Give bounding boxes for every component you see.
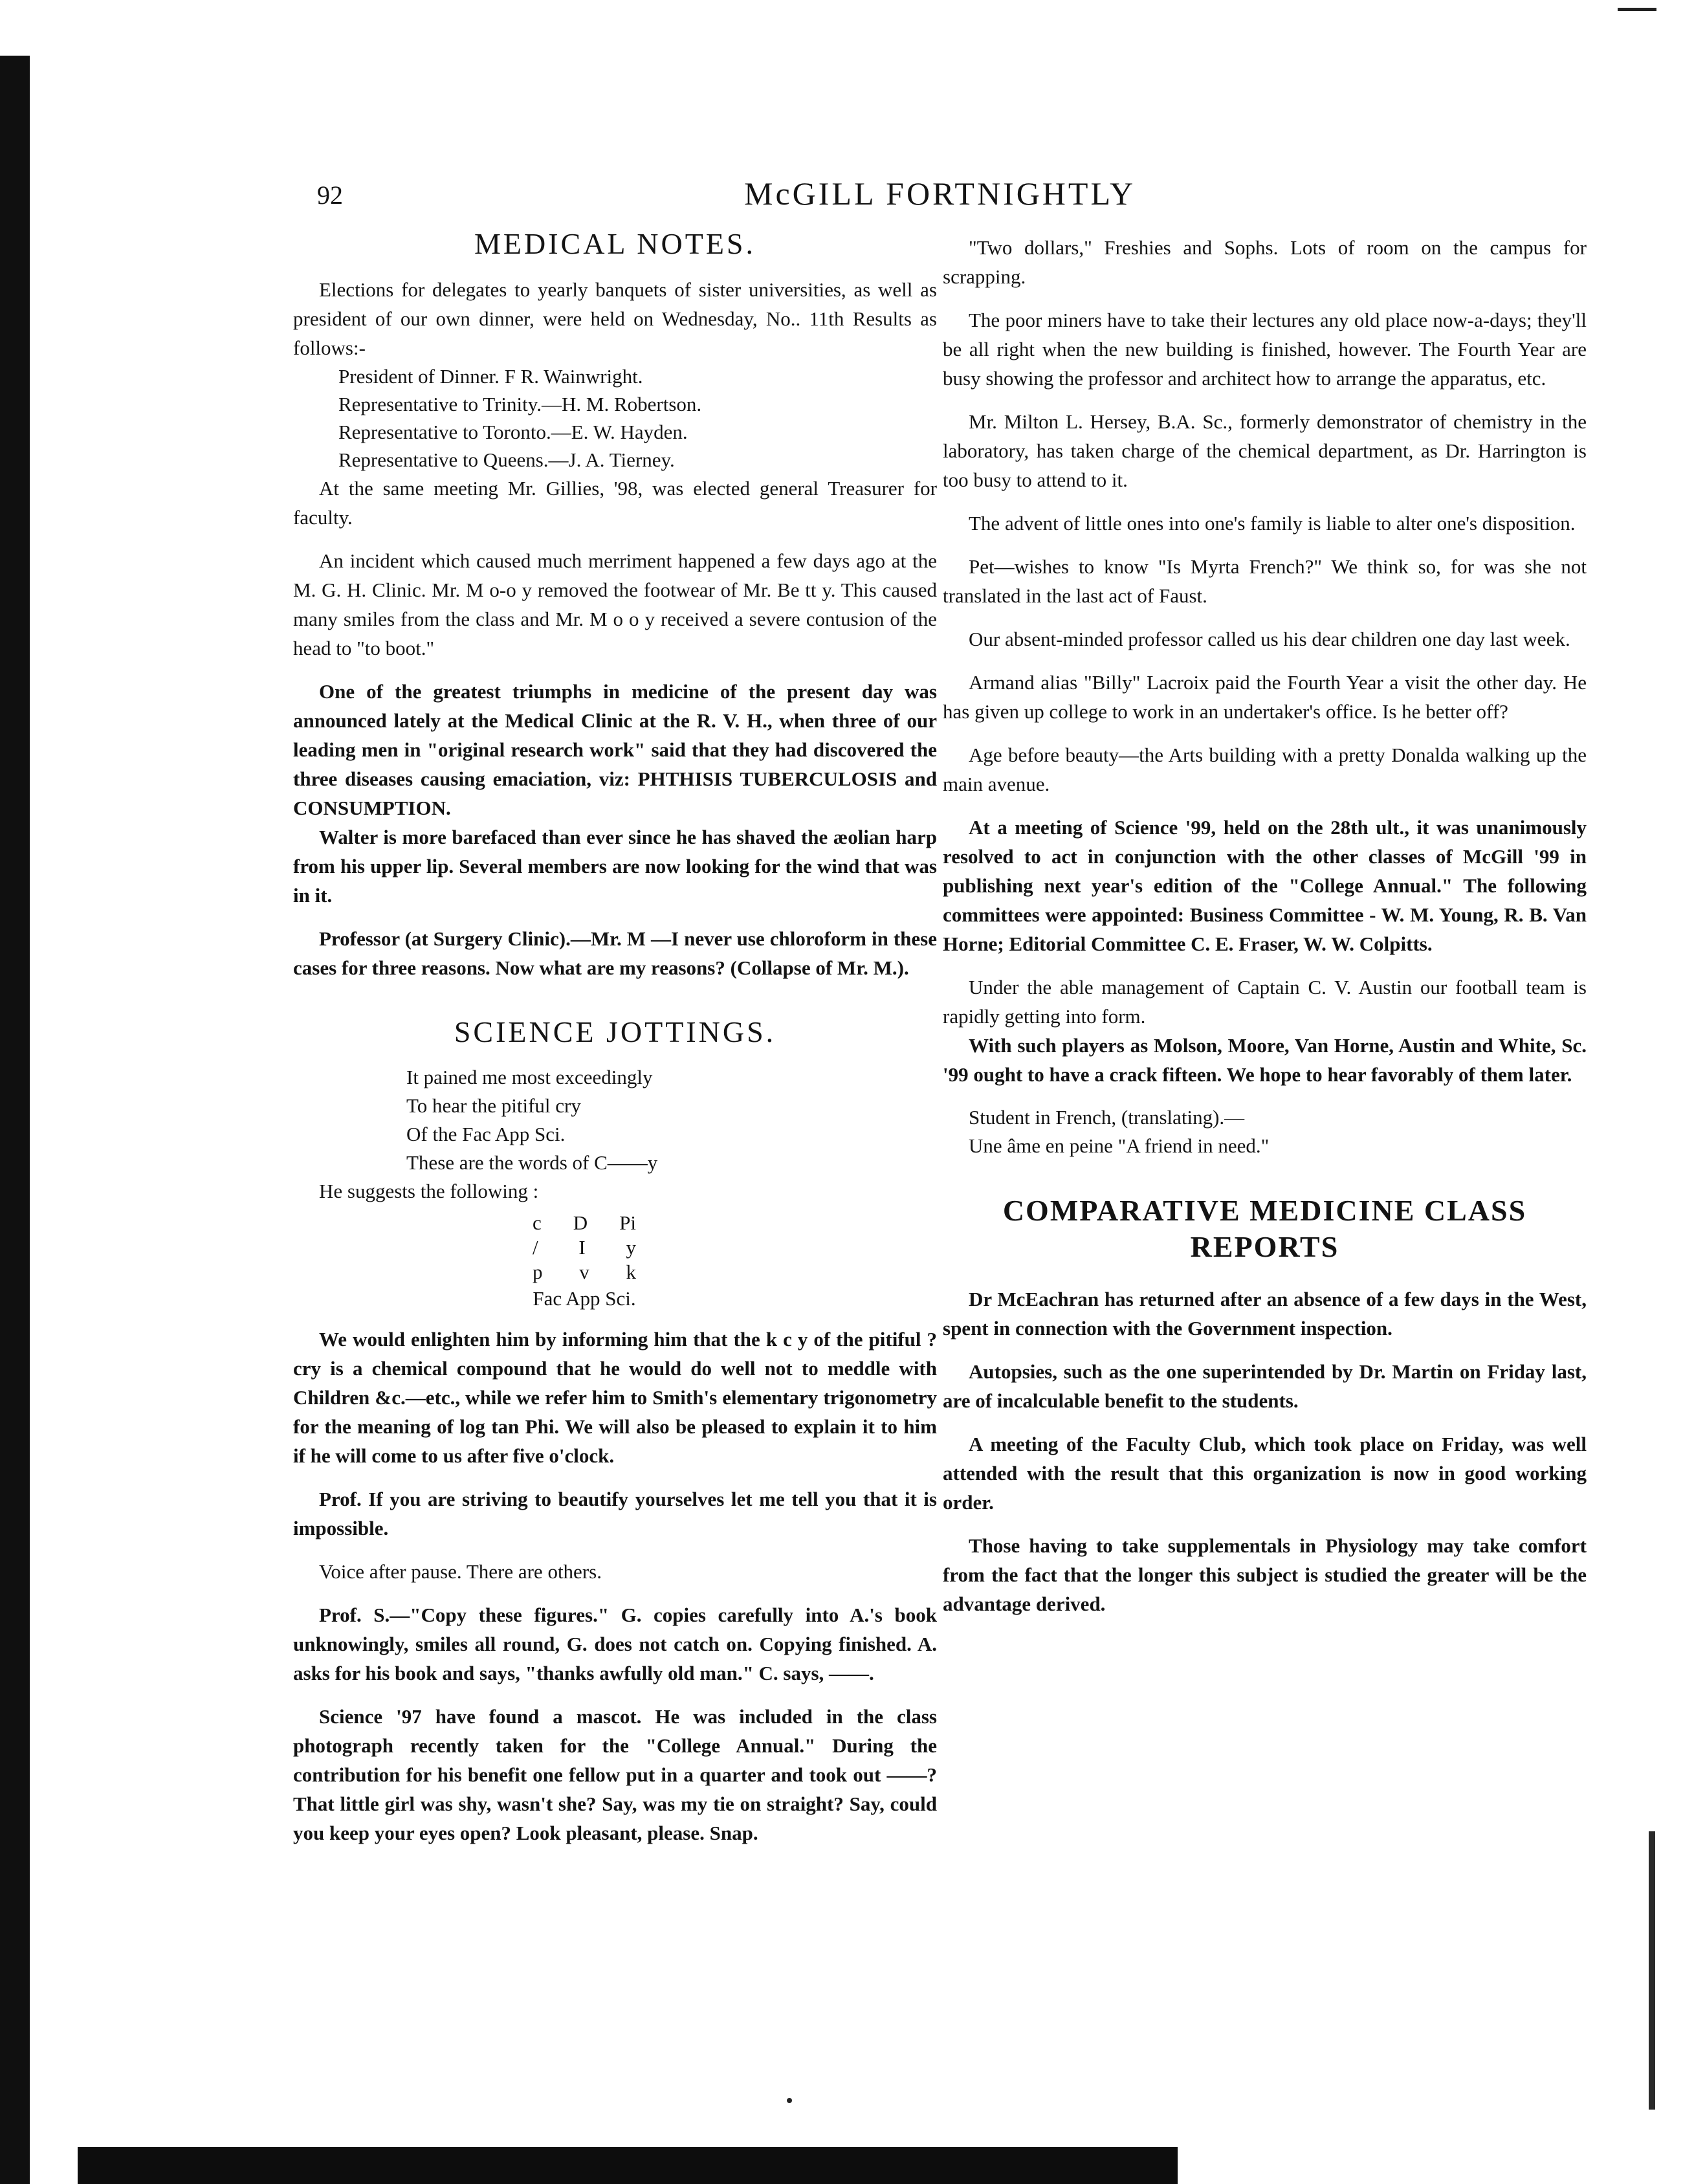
paragraph: Walter is more barefaced than ever since he has shaved the æolian harp from his upper lip. Several members are now looking for the wind that was in it. — [293, 826, 937, 907]
comparative-medicine-title — [943, 1193, 1587, 1265]
poem-line: To hear the pitiful cry — [406, 1094, 581, 1117]
poem — [293, 1063, 937, 1206]
scan-border-bottom — [78, 2147, 1178, 2184]
cipher-cell: / — [533, 1236, 538, 1259]
cipher-row — [513, 1211, 655, 1235]
cipher-cell: p — [533, 1261, 543, 1283]
paragraph: Prof. S.—"Copy these figures." G. copies carefully into A.'s book unknowingly, smiles all round, G. does not catch on. Copying finished. A. asks for his book and says, "thanks awfully old man." C. says, ——. — [293, 1604, 937, 1684]
paragraph: Voice after pause. There are others. — [319, 1560, 602, 1583]
election-results-list — [338, 362, 937, 474]
paragraph: Armand alias "Billy" Lacroix paid the Fourth Year a visit the other day. He has given up college to work in an undertaker's office. Is he better off? — [943, 671, 1587, 723]
translation-line: Une âme en peine "A friend in need." — [969, 1134, 1270, 1157]
cipher-cell: Pi — [619, 1211, 636, 1234]
paragraph: Prof. If you are striving to beautify yourselves let me tell you that it is impossible. — [293, 1488, 937, 1539]
list-item: President of Dinner. F R. Wainwright. — [338, 365, 643, 388]
scan-speck — [787, 2098, 792, 2103]
paragraph: With such players as Molson, Moore, Van Horne, Austin and White, Sc. '99 ought to have a crack fifteen. We hope to hear favorably of them later. — [943, 1034, 1587, 1086]
cipher-cell: y — [626, 1236, 636, 1259]
cipher-footer: Fac App Sci. — [533, 1287, 636, 1310]
paragraph: The advent of little ones into one's family is liable to alter one's disposition. — [969, 512, 1576, 535]
page-number: 92 — [317, 181, 343, 210]
paragraph: A meeting of the Faculty Club, which took place on Friday, was well attended with the result that this organization is now in good working order. — [943, 1433, 1587, 1514]
paragraph: Professor (at Surgery Clinic).—Mr. M —I never use chloroform in these cases for three reasons. Now what are my reasons? (Collapse of Mr. M.). — [293, 927, 937, 979]
poem-line: Of the Fac App Sci. — [406, 1123, 566, 1145]
paragraph: Under the able management of Captain C. V. Austin our football team is rapidly getting into form. — [943, 976, 1587, 1028]
cipher-cell: I — [578, 1236, 586, 1259]
list-item: Representative to Trinity.—H. M. Robertson. — [338, 393, 702, 415]
paragraph: Autopsies, such as the one superintended by Dr. Martin on Friday last, are of incalculable benefit to the students. — [943, 1360, 1587, 1412]
paragraph: Science '97 have found a mascot. He was included in the class photograph recently taken for the "College Annual." During the contribution for his benefit one fellow put in a quarter and took out ——? That little girl was shy, wasn't she? Say, was my tie on straight? Say, could you keep your eyes open? Look pleasant, please. Snap. — [293, 1705, 937, 1844]
paragraph: We would enlighten him by informing him that the k c y of the pitiful ? cry is a chemical compound that he would do well not to meddle with Children &c.—etc., while we refer him to Smith's elementary trigonometry for the meaning of log tan Phi. We will also be pleased to explain it to him if he will come to us after five o'clock. — [293, 1328, 937, 1467]
paragraph: Our absent-minded professor called us his dear children one day last week. — [969, 628, 1570, 650]
left-column — [293, 226, 937, 1862]
paragraph: One of the greatest triumphs in medicine of the present day was announced lately at the Medical Clinic at the R. V. H., when three of our leading men in "original research work" said that they had discovered the three diseases causing emaciation, viz: PHTHISIS TUBERCULOSIS and CONSUMPTION. — [293, 680, 937, 819]
list-item: Representative to Toronto.—E. W. Hayden. — [338, 421, 688, 443]
translation-joke — [943, 1103, 1587, 1160]
paragraph: An incident which caused much merriment happened a few days ago at the M. G. H. Clinic. Mr. M o-o y removed the footwear of Mr. Be tt y. This caused many smiles from the class and Mr. M o o y received a severe contusion of the head to "to boot." — [293, 549, 937, 659]
right-column — [943, 233, 1587, 1633]
paragraph: Those having to take supplementals in Physiology may take comfort from the fact that the longer this subject is studied the greater will be the advantage derived. — [943, 1534, 1587, 1615]
cipher-cell: D — [573, 1211, 588, 1234]
scan-mark-top — [1618, 8, 1656, 11]
title-line: COMPARATIVE MEDICINE CLASS — [1002, 1194, 1527, 1227]
translation-line: Student in French, (translating).— — [969, 1106, 1245, 1129]
paragraph: At a meeting of Science '99, held on the 28th ult., it was unanimously resolved to act in conjunction with the other classes of McGill '99 in publishing next year's edition of the "College Annual." The following committees were appointed: Business Committee - W. M. Young, R. B. Van Horne; Editorial Committee C. E. Fraser, W. W. Colpitts. — [943, 816, 1587, 955]
paragraph: "Two dollars," Freshies and Sophs. Lots of room on the campus for scrapping. — [943, 236, 1587, 288]
paragraph: Age before beauty—the Arts building with a pretty Donalda walking up the main avenue. — [943, 744, 1587, 795]
cipher-row — [513, 1260, 655, 1285]
cipher-cell: k — [626, 1261, 636, 1283]
medical-notes-intro: Elections for delegates to yearly banquets of sister universities, as well as president of our own dinner, were held on Wednesday, No.. 11th Results as follows:- — [293, 278, 937, 359]
paragraph: Pet—wishes to know "Is Myrta French?" We think so, for was she not translated in the last act of Faust. — [943, 555, 1587, 607]
scan-mark-right — [1649, 1831, 1655, 2110]
science-jottings-title: SCIENCE JOTTINGS. — [454, 1015, 776, 1048]
paragraph: Dr McEachran has returned after an absence of a few days in the West, spent in connection with the Government inspection. — [943, 1288, 1587, 1340]
poem-line: It pained me most exceedingly — [406, 1066, 653, 1088]
cipher-block — [513, 1211, 655, 1313]
paragraph: The poor miners have to take their lectures any old place now-a-days; they'll be all right when the new building is finished, however. The Fourth Year are busy showing the professor and architect how to arrange the apparatus, etc. — [943, 309, 1587, 390]
paragraph: Mr. Milton L. Hersey, B.A. Sc., formerly demonstrator of chemistry in the laboratory, has taken charge of the chemical department, as Dr. Harrington is too busy to attend to it. — [943, 410, 1587, 491]
list-item: Representative to Queens.—J. A. Tierney. — [338, 448, 675, 471]
paragraph: At the same meeting Mr. Gillies, '98, was elected general Treasurer for faculty. — [293, 477, 937, 529]
medical-notes-title: MEDICAL NOTES. — [474, 227, 756, 260]
cipher-cell: c — [533, 1211, 542, 1234]
poem-line: These are the words of C——y — [406, 1151, 658, 1174]
running-head: McGILL FORTNIGHTLY — [744, 175, 1136, 212]
scan-border-left — [0, 56, 30, 2184]
cipher-cell: v — [579, 1261, 589, 1283]
title-line: REPORTS — [1190, 1230, 1339, 1263]
cipher-row — [513, 1235, 655, 1260]
poem-lead: He suggests the following : — [319, 1180, 539, 1202]
